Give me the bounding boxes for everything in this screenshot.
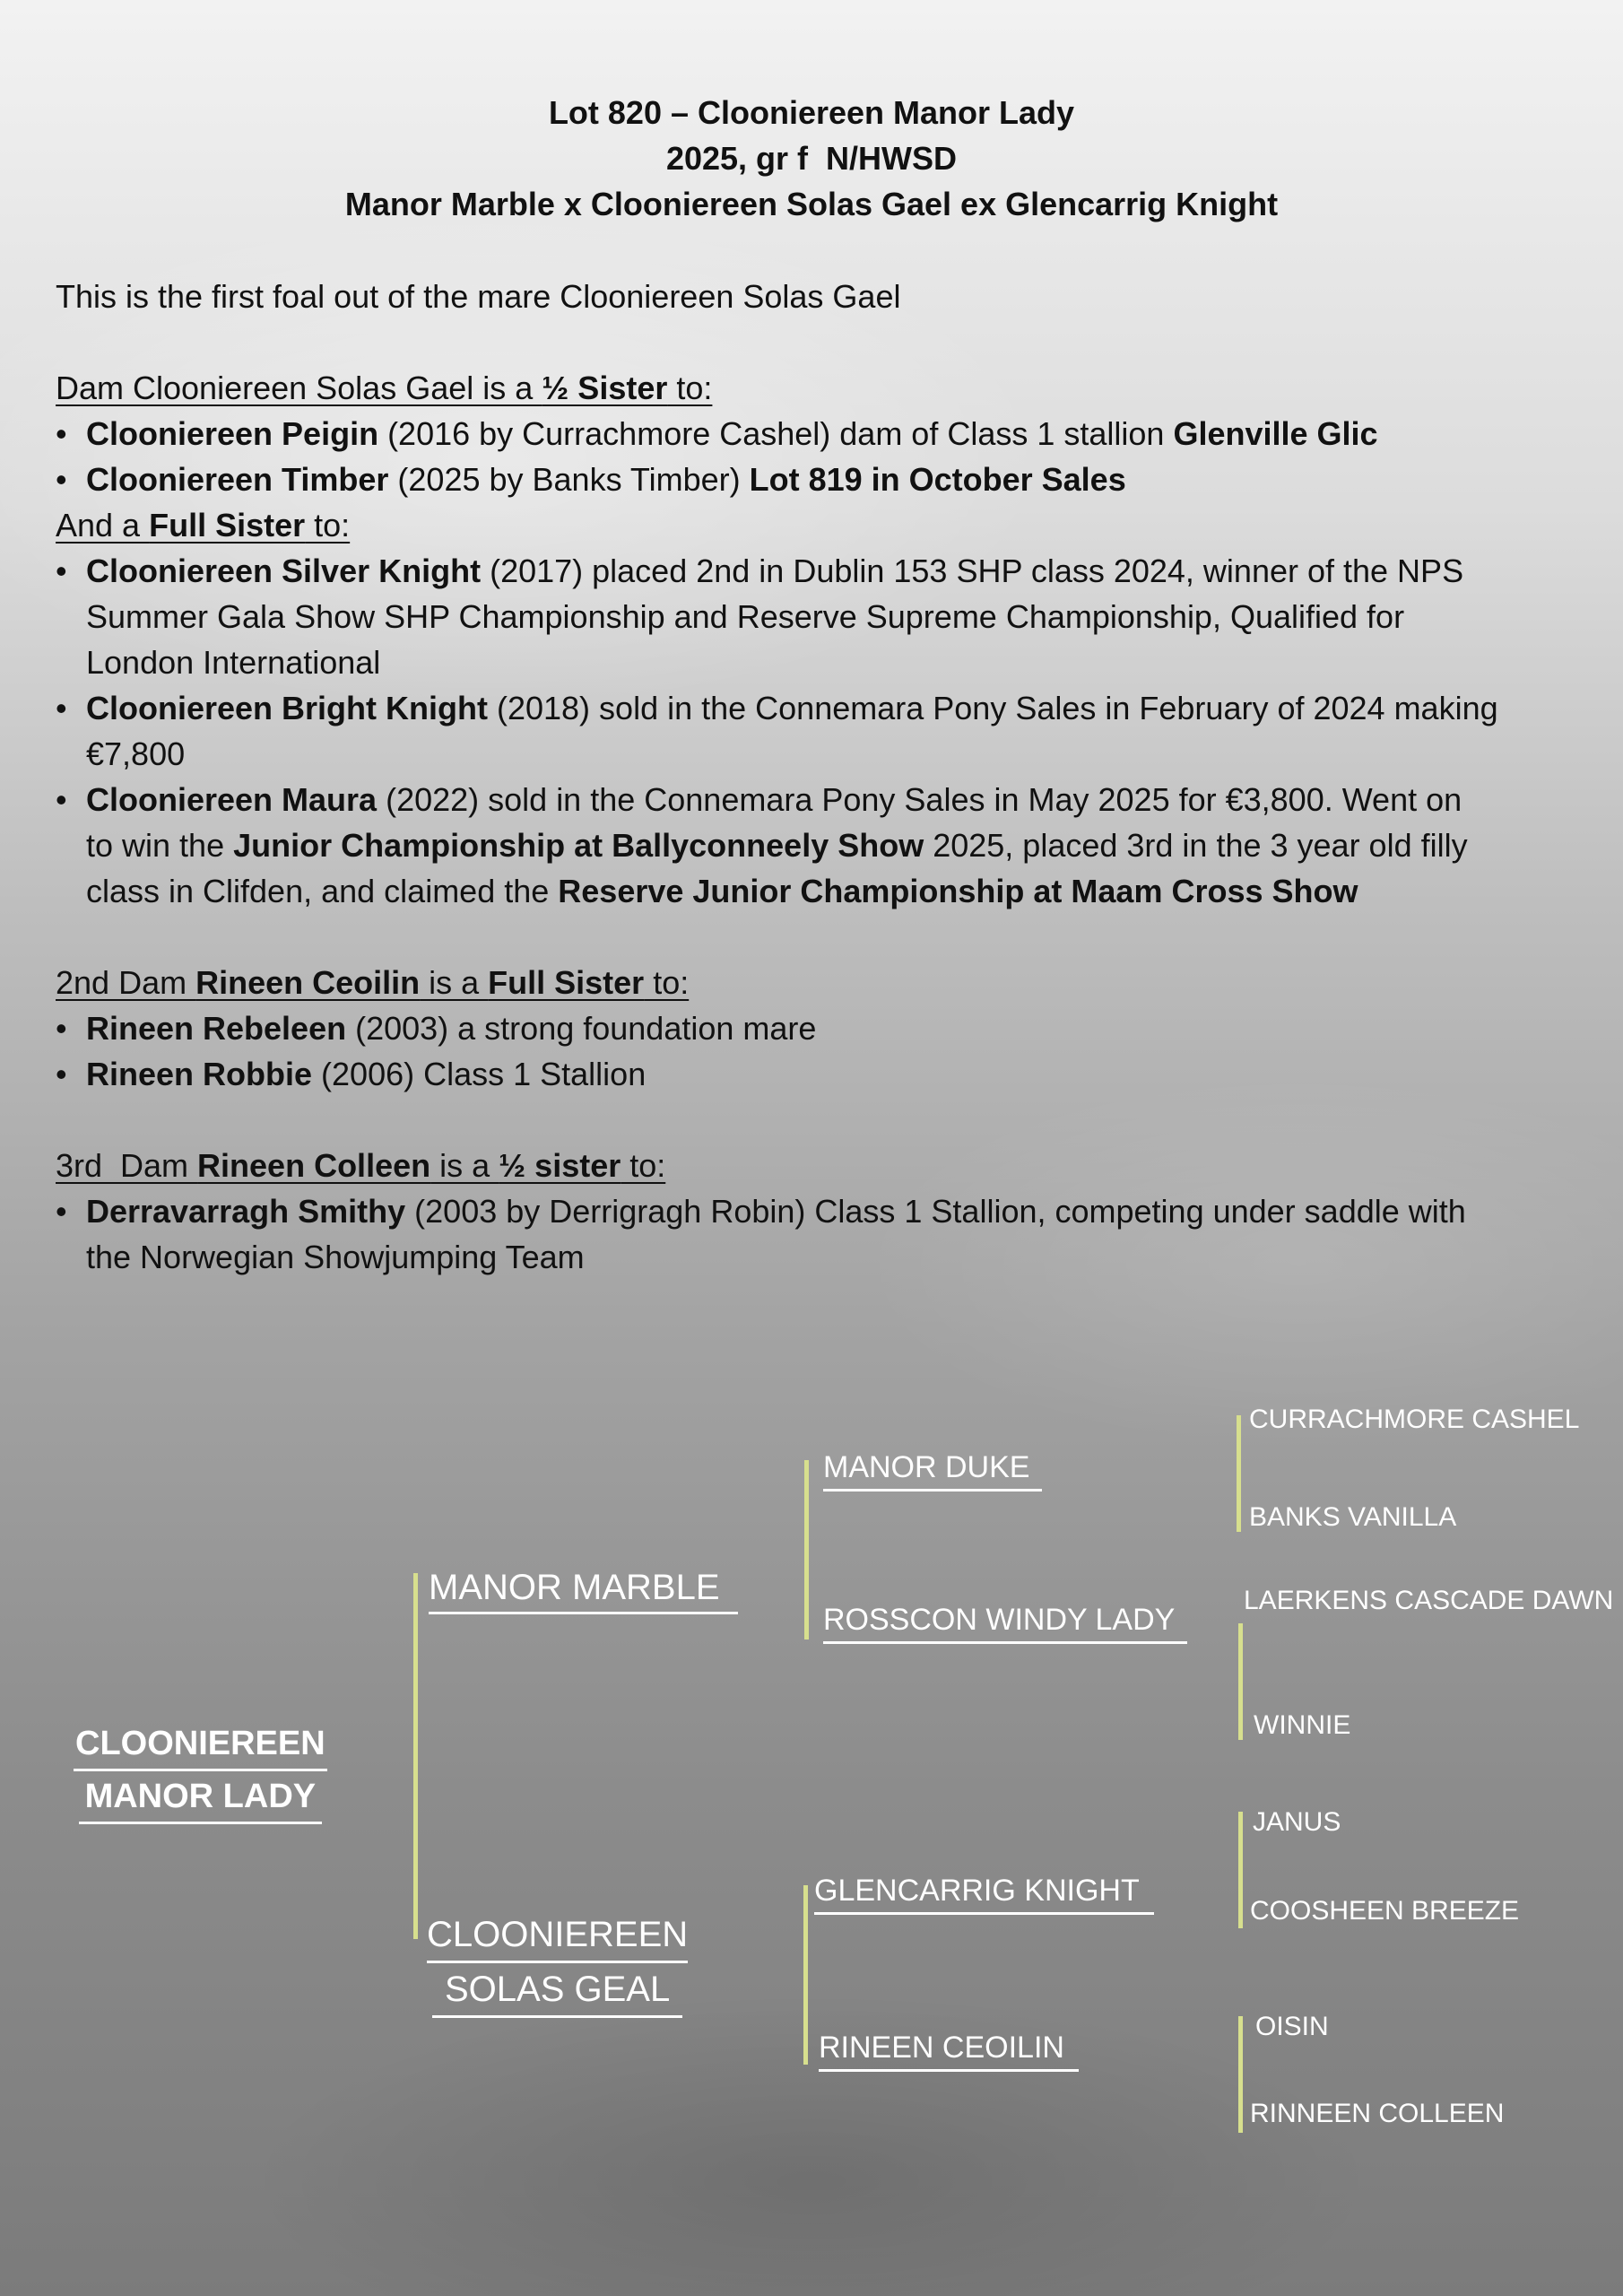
sibling-name: Rineen Rebeleen <box>86 1010 347 1047</box>
second-dam-list <box>56 1005 1589 1097</box>
lot-details: 2025, gr f N/HWSD <box>665 140 958 177</box>
third-dam-list <box>56 1188 1589 1280</box>
pedigree-bracket <box>803 1885 808 2065</box>
pedigree-sire-dam: ROSSCON WINDY LADY <box>823 1603 1187 1644</box>
subject-name-line1: CLOONIEREEN <box>74 1718 327 1771</box>
pedigree-bracket <box>804 1460 809 1639</box>
list-item <box>56 548 1589 685</box>
sibling-name: Clooniereen Bright Knight <box>86 690 488 726</box>
sibling-text: (2016 by Currachmore Cashel) dam of Class 1 stallion <box>378 415 1174 452</box>
sibling-highlight: Junior Championship at Ballyconneely Show <box>233 827 924 864</box>
sibling-name: Derravarragh Smithy <box>86 1193 406 1230</box>
sibling-name: Clooniereen Maura <box>86 781 378 818</box>
pedigree-bracket <box>413 1573 418 1939</box>
intro-text: This is the first foal out of the mare Clooniereen Solas Gael <box>56 278 901 315</box>
sibling-highlight: Reserve Junior Championship at Maam Cross Show <box>558 873 1358 909</box>
heading-mid: is a <box>430 1147 499 1184</box>
pedigree-gg3: LAERKENS CASCADE DAWN <box>1244 1586 1614 1615</box>
heading-relation: Full Sister <box>488 964 645 1001</box>
full-heading-relation: Full Sister <box>149 507 306 544</box>
full-heading-suffix: to: <box>305 507 351 544</box>
list-item <box>56 411 1589 457</box>
sibling-name: Rineen Robbie <box>86 1056 313 1092</box>
sibling-text: (2003 by Derrigragh Robin) Class 1 Stallion, competing under saddle with <box>405 1193 1466 1230</box>
sibling-text: Summer Gala Show SHP Championship and Reserve Supreme Championship, Qualified for <box>86 598 1405 635</box>
sibling-text: (2006) Class 1 Stallion <box>312 1056 647 1092</box>
heading-prefix: 3rd Dam <box>56 1147 198 1184</box>
sibling-text: to win the <box>86 827 234 864</box>
list-item <box>56 1051 1589 1097</box>
heading-prefix: 2nd Dam <box>56 964 196 1001</box>
pedigree-gg1: CURRACHMORE CASHEL <box>1249 1405 1580 1434</box>
pedigree-gg5: JANUS <box>1253 1807 1341 1837</box>
pedigree-dam <box>427 1909 688 2018</box>
sibling-text: class in Clifden, and claimed the <box>86 873 559 909</box>
heading-mid: is a <box>420 964 489 1001</box>
second-dam-name: Rineen Ceoilin <box>195 964 421 1001</box>
sibling-text: the Norwegian Showjumping Team <box>86 1239 585 1275</box>
sibling-highlight: Glenville Glic <box>1173 415 1378 452</box>
sibling-text: (2003) a strong foundation mare <box>346 1010 817 1047</box>
heading-relation: ½ sister <box>499 1147 621 1184</box>
list-item <box>56 1005 1589 1051</box>
full-sister-heading <box>56 502 1589 548</box>
third-dam-heading <box>56 1143 1589 1188</box>
pedigree-gg8: RINNEEN COLLEEN <box>1250 2099 1505 2128</box>
list-item <box>56 1188 1589 1280</box>
sibling-text: (2018) sold in the Connemara Pony Sales in February of 2024 making <box>487 690 1498 726</box>
pedigree-gg7: OISIN <box>1255 2012 1329 2041</box>
pedigree-gg2: BANKS VANILLA <box>1249 1502 1457 1532</box>
pedigree-dam-sire: GLENCARRIG KNIGHT <box>814 1874 1154 1915</box>
pedigree-bracket <box>1237 1415 1241 1532</box>
lot-header <box>0 90 1623 227</box>
sibling-text: London International <box>86 644 381 681</box>
pedigree-sire: MANOR MARBLE <box>429 1568 738 1614</box>
pedigree-subject <box>74 1718 327 1824</box>
sibling-text: (2025 by Banks Timber) <box>388 461 750 498</box>
sibling-name: Clooniereen Silver Knight <box>86 552 482 589</box>
dam-heading-relation: ½ Sister <box>542 370 668 406</box>
pedigree-bracket <box>1238 1812 1243 1928</box>
full-sibling-list <box>56 548 1589 914</box>
sibling-name: Clooniereen Timber <box>86 461 389 498</box>
lot-breeding: Manor Marble x Clooniereen Solas Gael ex Glencarrig Knight <box>344 186 1279 222</box>
sibling-name: Clooniereen Peigin <box>86 415 379 452</box>
sibling-text: €7,800 <box>86 735 186 772</box>
list-item <box>56 457 1589 502</box>
full-heading-prefix: And a <box>56 507 150 544</box>
subject-name-line2: MANOR LADY <box>79 1771 322 1824</box>
dam-name-line1: CLOONIEREEN <box>427 1909 688 1963</box>
pedigree-dam-dam: RINEEN CEOILIN <box>819 2031 1079 2072</box>
dam-heading <box>56 365 1589 411</box>
heading-suffix: to: <box>644 964 690 1001</box>
heading-suffix: to: <box>621 1147 666 1184</box>
sibling-highlight: Lot 819 in October Sales <box>749 461 1126 498</box>
dam-heading-suffix: to: <box>667 370 713 406</box>
pedigree-bracket <box>1238 2016 1243 2133</box>
pedigree-bracket <box>1238 1623 1243 1740</box>
lot-title: Lot 820 – Clooniereen Manor Lady <box>548 94 1075 131</box>
sibling-text: (2022) sold in the Connemara Pony Sales in May 2025 for €3,800. Went on <box>377 781 1462 818</box>
sibling-text: (2017) placed 2nd in Dublin 153 SHP class 2024, winner of the NPS <box>481 552 1464 589</box>
list-item <box>56 685 1589 777</box>
pedigree-gg6: COOSHEEN BREEZE <box>1250 1896 1520 1926</box>
third-dam-name: Rineen Colleen <box>197 1147 431 1184</box>
dam-heading-prefix: Dam Clooniereen Solas Gael is a <box>56 370 542 406</box>
pedigree-sire-sire: MANOR DUKE <box>823 1450 1042 1492</box>
pedigree-gg4: WINNIE <box>1254 1710 1351 1740</box>
list-item <box>56 777 1589 914</box>
dam-name-line2: SOLAS GEAL <box>432 1963 682 2018</box>
second-dam-heading <box>56 960 1589 1005</box>
half-sibling-list <box>56 411 1589 502</box>
lot-description <box>56 274 1589 1280</box>
sibling-text: 2025, placed 3rd in the 3 year old filly <box>924 827 1468 864</box>
